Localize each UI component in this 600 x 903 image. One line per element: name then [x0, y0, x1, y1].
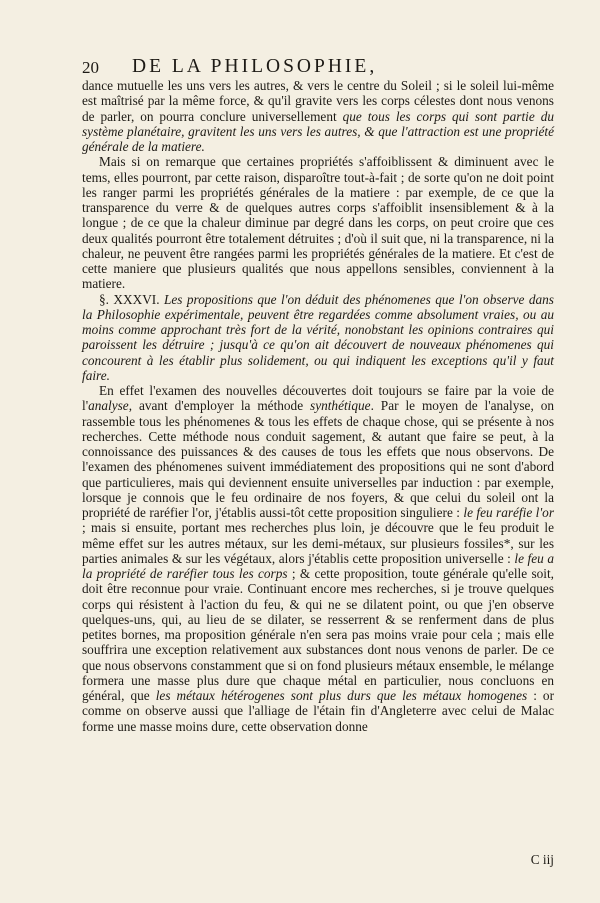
analysis-text-3: . Par le moyen de l'analyse, on rassemble tous les phénomenes & tous les effets de chaque chose, qui se présente à nos recherches. Cette méthode nous conduit sagement, & autant que faire se peut, à la connoissance des puissances & des causes de tous les effets que nous observons. De l'examen des phénomenes suivent immédiatement des propositions qui ne sont d'abord que particulieres, mais qui deviennent ensuite universelles par induction : par exemple, lorsque je connois que le feu ordinaire de nos foyers, & que celui du soleil ont la propriété de raréfier l'or, j'établis aussi-tôt cette proposition singuliere : — [82, 398, 554, 520]
attraction-conclusion: que tous les corps qui sont partie du système planétaire, gravitent les uns vers les autres, & que l'attraction est une propriété générale de la matiere. — [82, 108, 554, 154]
proposition-universal: le feu a la propriété de raréfier tous les corps — [82, 550, 555, 581]
paragraph-attraction-text: dance mutuelle les uns vers les autres, & vers le centre du Soleil ; si le soleil lui-même est maîtrisé par la même force, & qu'il gravite vers les corps célestes dont nous venons de parler, on pourra conclure universellement — [82, 78, 554, 124]
analysis-text-2: , avant d'employer la méthode — [128, 398, 311, 414]
paragraph-properties: Mais si on remarque que certaines propriétés s'affoiblissent & diminuent avec le tems, elles pourront, par cette raison, disparoître tout-à-fait ; de sorte qu'on ne doit point les ranger parmi les propriétés générales de la matiere : par exemple, de ce que la transparence du verre & de quelques autres corps s'affoiblit insensiblement & à la longue ; de ce que la chaleur diminue par degré dans les corps, on peut croire que ces deux qualités pourront être totalement détruites ; d'où il suit que, ni la transparence, ni la chaleur, ne peuvent être rangées parmi les propriétés générales de la matiere. Et c'est de cette maniere que plusieurs qualités que nous appellons sensibles, conviennent à la matiere. — [82, 154, 554, 292]
paragraph-analysis — [82, 383, 554, 734]
page-number: 20 — [82, 58, 99, 77]
term-analyse: analyse — [88, 398, 129, 414]
running-head — [82, 58, 560, 80]
catchword: C iij — [530, 852, 554, 867]
analysis-text-4: ; mais si ensuite, portant mes recherches plus loin, je découvre que le feu produit le même effet sur les autres métaux, sur les demi-métaux, sur plusieurs fossiles*, sur les parties animales & sur les végétaux, alors j'établis cette proposition universelle : — [82, 520, 554, 566]
paragraph-attraction — [82, 78, 554, 154]
proposition-singular: le feu raréfie l'or — [463, 505, 554, 520]
body-text — [82, 78, 554, 734]
running-title: DE LA PHILOSOPHIE, — [132, 56, 378, 77]
analysis-text-5: ; & cette proposition, toute générale qu'elle soit, doit être reconnue pour vraie. Continuant encore mes recherches, si je trouve quelques corps qui résistent à l'action du feu, & qui ne se dilatent point, ou que j'en observe quelques-uns, qui, au lieu de se dilater, se resserrent & se renferment dans de plus petites bornes, ma proposition générale n'en sera pas moins vraie pour cela ; mais elle souffrira une exception relativement aux substances dont nous venons de parler. De ce que nous observons constamment que si on fond plusieurs métaux ensemble, le mélange formera une masse plus dure que chaque métal en particulier, nous concluons en général, que — [82, 566, 554, 703]
proposition-metals: les métaux hétérogenes sont plus durs que les métaux homogenes — [155, 688, 528, 703]
section-xxxvi — [82, 292, 554, 384]
section-statement: Les propositions que l'on déduit des phénomenes que l'on observe dans la Philosophie expérimentale, peuvent être regardées comme absolument vraies, ou au moins comme approchant très fort de la vérité, nonobstant les opinions contraires qui paroissent les détruire ; jusqu'à ce qu'on ait découvert de nouveaux phénomenes qui concourent à les établir plus solidement, ou qui indiquent les exceptions qu'il y faut faire. — [82, 291, 554, 383]
section-number: §. XXXVI. — [99, 291, 164, 307]
analysis-text-6: : or comme on observe aussi que l'alliage de l'étain fin d'Angleterre avec celui de Malac forme une masse moins dure, cette observation donne — [82, 688, 555, 734]
analysis-text-1: En effet l'examen des nouvelles découvertes doit toujours se faire par la voie de l' — [82, 383, 554, 414]
term-synthetique: synthétique — [310, 398, 371, 414]
